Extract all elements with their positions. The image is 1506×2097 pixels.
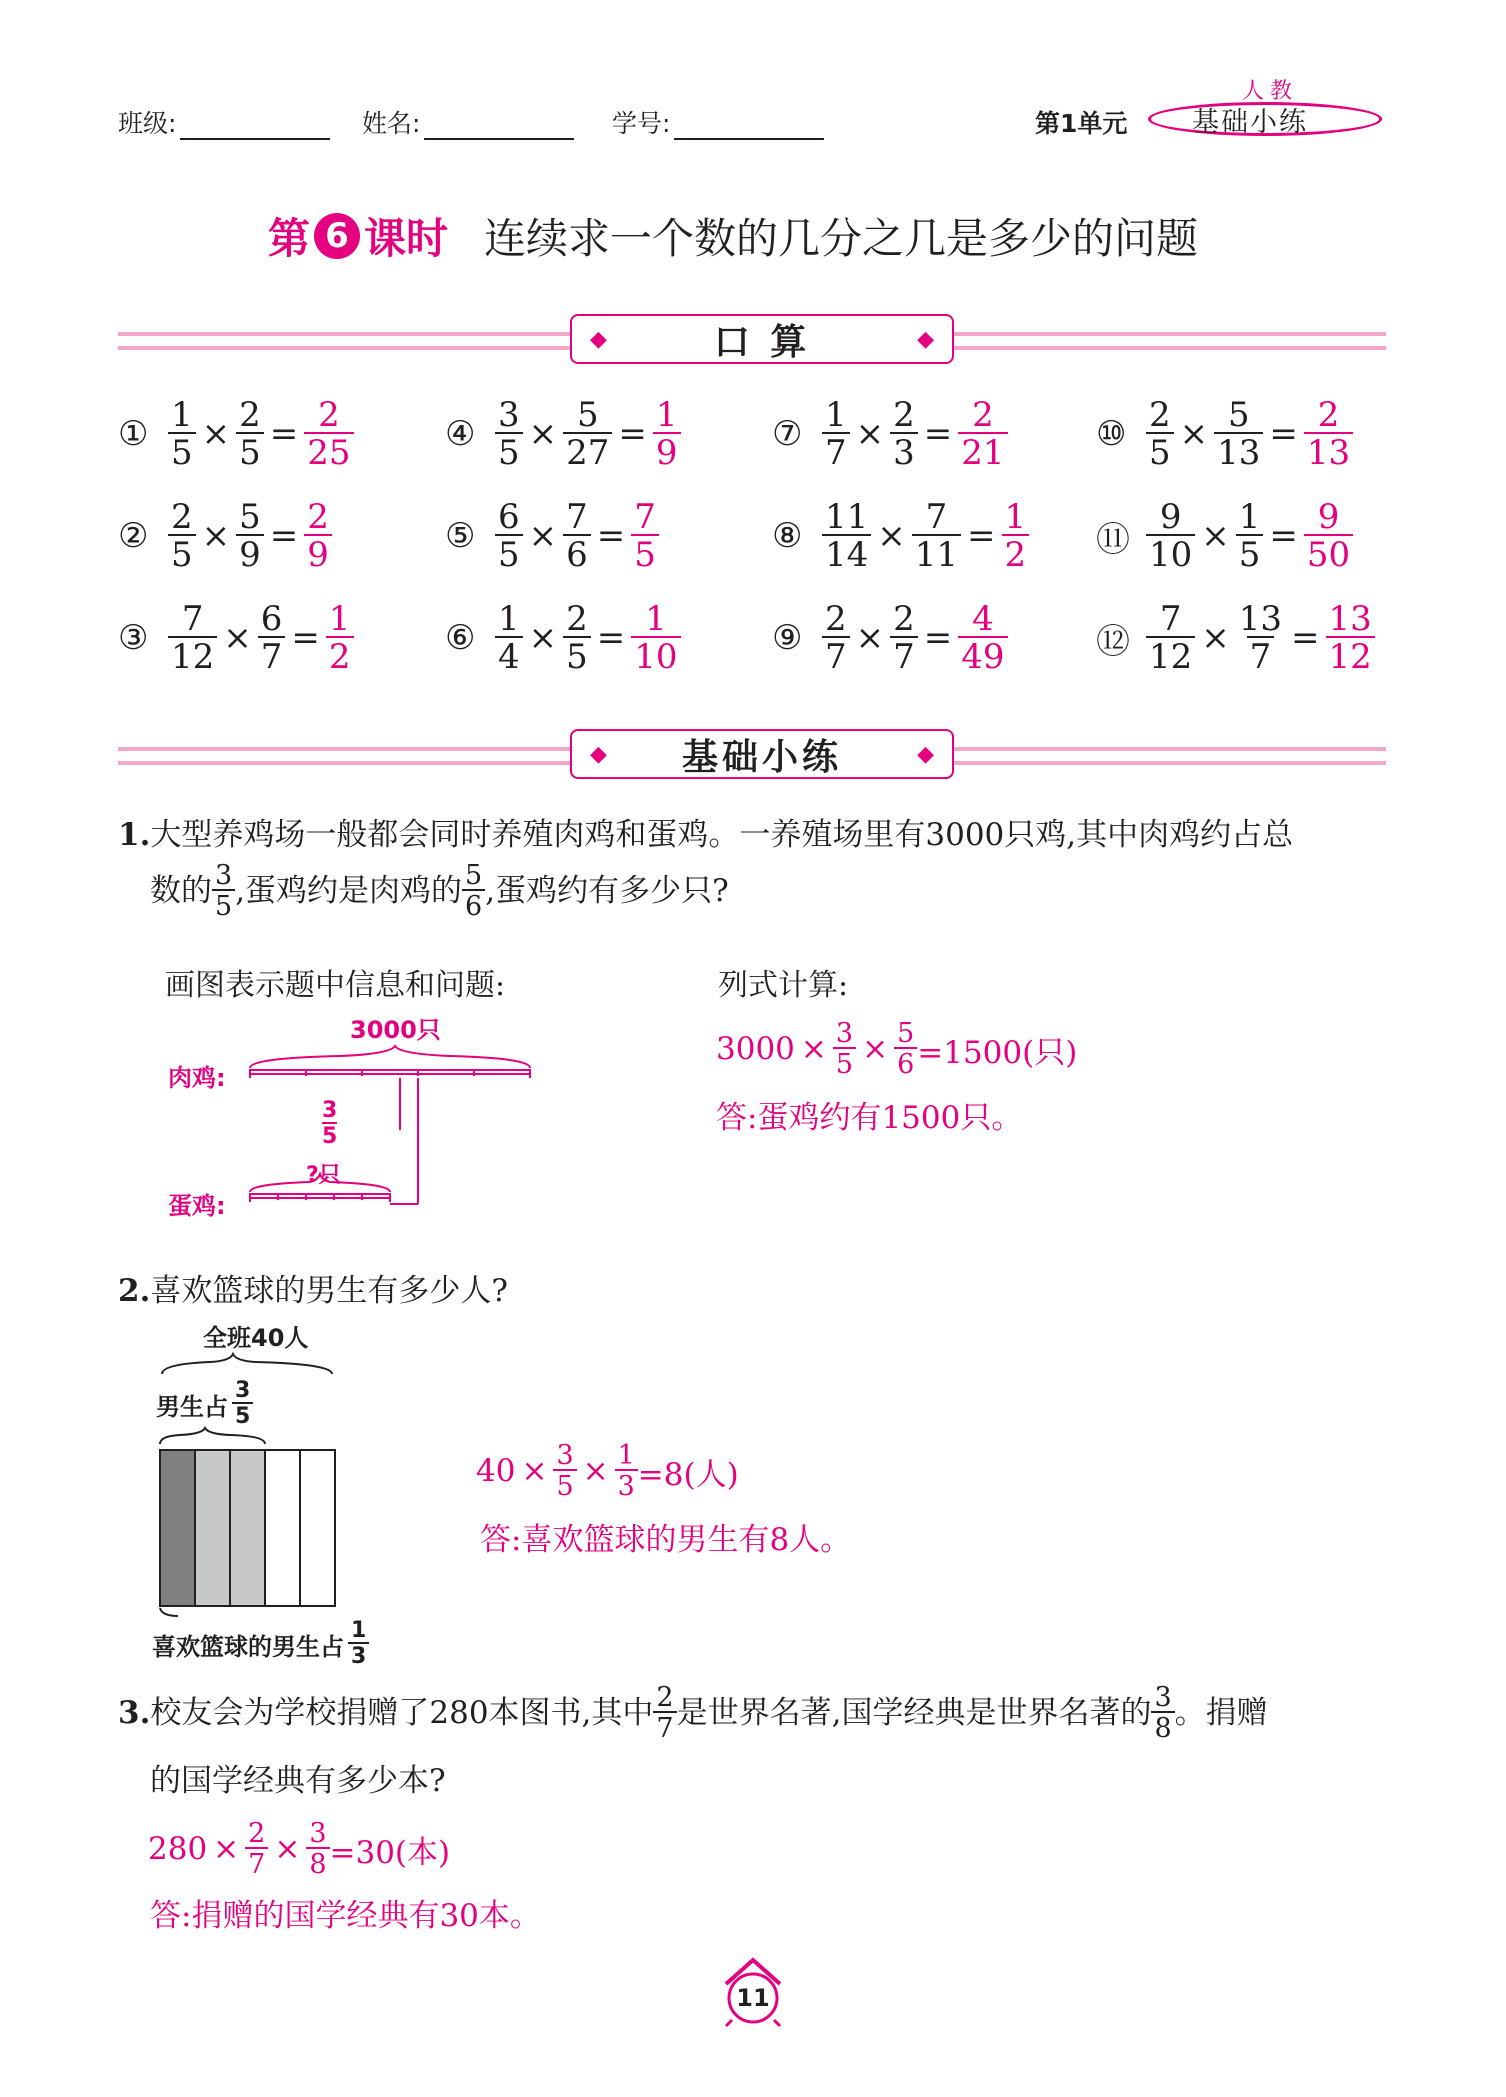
girls-part: [300, 1450, 335, 1606]
oral-item: ⑫ $\frac{7}{12}$ × $\frac{13}{7}$ = $\frac{13}{12}$: [1096, 602, 1375, 674]
egg-brace: [250, 1174, 390, 1192]
oral-item: ⑨ $\frac{2}{7}$ × $\frac{2}{7}$ = $\frac{4}{49}$: [772, 602, 1008, 674]
oral-item: ⑥ $\frac{1}{4}$ × $\frac{2}{5}$ = $\frac{1}{10}$: [445, 602, 681, 674]
page-number: 11: [736, 1984, 770, 2012]
diamond-icon: ◆: [590, 326, 607, 352]
boys-part: [195, 1450, 230, 1606]
oral-answer: $\frac{2}{9}$: [304, 500, 332, 572]
p2-total-label: 全班40人: [203, 1324, 309, 1352]
brand-logo: 人教 基础小练: [1148, 78, 1384, 140]
oral-answer: $\frac{4}{49}$: [958, 602, 1007, 674]
problem-1: 1.大型养鸡场一般都会同时养殖肉鸡和蛋鸡。一养殖场里有3000只鸡,其中肉鸡约占总: [118, 817, 1294, 853]
oral-answer: $\frac{1}{2}$: [1002, 500, 1030, 572]
name-field: 姓名:: [362, 104, 574, 140]
boys-brace: [160, 1428, 265, 1444]
total-brace: [162, 1354, 332, 1374]
section-oral-header: ◆ 口 算 ◆: [118, 320, 1386, 362]
oral-answer: $\frac{1}{10}$: [631, 602, 680, 674]
oral-item: ③ $\frac{7}{12}$ × $\frac{6}{7}$ = $\frac{1}{2}$: [118, 602, 354, 674]
oral-item: ⑧ $\frac{11}{14}$ × $\frac{7}{11}$ = $\frac{1}{2}$: [772, 500, 1029, 572]
p2-boys-label: 男生占 3 5: [156, 1380, 253, 1428]
p2-calculation: 40 × $\frac{3}{5}$ × $\frac{1}{3}$ =8(人): [476, 1440, 739, 1502]
p1-calculation: 3000 × $\frac{3}{5}$ × $\frac{5}{6}$ =1500(只): [716, 1018, 1078, 1080]
diamond-icon: ◆: [917, 741, 934, 767]
oral-answer: $\frac{13}{12}$: [1326, 602, 1375, 674]
calc-label: 列式计算:: [718, 968, 849, 1003]
oral-item: ⑦ $\frac{1}{7}$ × $\frac{2}{3}$ = $\frac{2}{21}$: [772, 398, 1008, 470]
oral-item: ⑩ $\frac{2}{5}$ × $\frac{5}{13}$ = $\frac{2}{13}$: [1096, 398, 1353, 470]
draw-label: 画图表示题中信息和问题:: [165, 968, 506, 1003]
p1-answer: 答:蛋鸡约有1500只。: [716, 1100, 1023, 1136]
student-id-blank[interactable]: [674, 116, 824, 140]
girls-part: [265, 1450, 300, 1606]
page-title: 第 6 课时 连续求一个数的几分之几是多少的问题: [268, 206, 1198, 266]
oral-answer: $\frac{7}{5}$: [631, 500, 659, 572]
diagram-fraction-label: 3 5: [322, 1098, 338, 1149]
oral-item: ① $\frac{1}{5}$ × $\frac{2}{5}$ = $\frac{2}{25}$: [118, 398, 354, 470]
diagram-total-label: 3000只: [350, 1016, 441, 1044]
oral-answer: $\frac{1}{9}$: [653, 398, 681, 470]
problem-1-line2: 数的 3 5 ,蛋鸡约是肉鸡的 5 6 ,蛋鸡约有多少只?: [150, 860, 729, 922]
oral-answer: $\frac{1}{2}$: [326, 602, 354, 674]
oral-item: ② $\frac{2}{5}$ × $\frac{5}{9}$ = $\frac{2}{9}$: [118, 500, 332, 572]
diagram-meat-label: 肉鸡:: [168, 1064, 226, 1092]
p3-calculation: 280 × $\frac{2}{7}$ × $\frac{3}{8}$ =30(本): [148, 1818, 451, 1880]
class-rectangle-diagram: [150, 1350, 350, 1620]
p3-answer: 答:捐赠的国学经典有30本。: [150, 1898, 541, 1934]
name-blank[interactable]: [424, 116, 574, 140]
student-id-field: 学号:: [612, 104, 824, 140]
lesson-topic: 连续求一个数的几分之几是多少的问题: [484, 214, 1199, 263]
diagram-egg-label: 蛋鸡:: [168, 1192, 226, 1220]
problem-3: 3. 校友会为学校捐赠了280本图书,其中 2 7 是世界名著,国学经典是世界名著的 3 8 。捐赠: [118, 1682, 1268, 1744]
problem-2: 2.喜欢篮球的男生有多少人?: [118, 1273, 508, 1309]
oral-item: ④ $\frac{3}{5}$ × $\frac{5}{27}$ = $\frac{1}{9}$: [445, 398, 681, 470]
class-field: 班级:: [118, 104, 330, 140]
class-blank[interactable]: [180, 116, 330, 140]
bball-boys-part: [160, 1450, 195, 1606]
total-brace: [250, 1046, 530, 1068]
p2-bball-label: 喜欢篮球的男生占 1 3: [152, 1620, 369, 1668]
oral-answer: $\frac{9}{50}$: [1304, 500, 1353, 572]
oral-item: ⑪ $\frac{9}{10}$ × $\frac{1}{5}$ = $\frac{9}{50}$: [1096, 500, 1353, 572]
diamond-icon: ◆: [590, 741, 607, 767]
diamond-icon: ◆: [917, 326, 934, 352]
oral-item: ⑤ $\frac{6}{5}$ × $\frac{7}{6}$ = $\frac{7}{5}$: [445, 500, 659, 572]
lesson-number-badge: 6: [314, 213, 360, 259]
oral-answer: $\frac{2}{21}$: [958, 398, 1007, 470]
bar-model-diagram: [240, 1040, 540, 1220]
diagram-question-label: ?只: [306, 1163, 341, 1188]
oral-answer: $\frac{2}{25}$: [304, 398, 353, 470]
egg-bar: [250, 1194, 390, 1202]
boys-part: [230, 1450, 265, 1606]
section-basic-header: ◆ 基础小练 ◆: [118, 735, 1386, 777]
meat-bar: [250, 1070, 530, 1078]
p2-answer: 答:喜欢篮球的男生有8人。: [480, 1522, 852, 1558]
problem-3-line2: 的国学经典有多少本?: [150, 1763, 446, 1799]
unit-label: 第1单元: [1035, 109, 1128, 138]
oral-answer: $\frac{2}{13}$: [1304, 398, 1353, 470]
